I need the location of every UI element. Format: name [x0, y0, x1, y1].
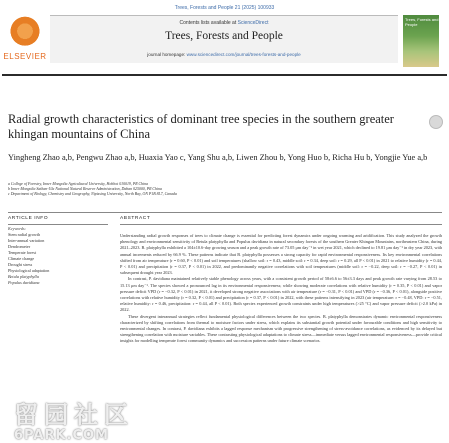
abstract-divider: [120, 224, 442, 225]
homepage-link[interactable]: www.sciencedirect.com/journal/trees-forests-and-people: [186, 52, 301, 57]
elsevier-tree-icon: [8, 15, 42, 51]
publisher-name: ELSEVIER: [3, 52, 47, 61]
elsevier-logo[interactable]: [2, 15, 48, 69]
affiliation-b: b Inner Mongolia Saihan-Ula National Natural Reserve Administration, Daban 025000, PR China: [8, 187, 162, 191]
keyword-item: Inter-annual variation: [8, 238, 45, 243]
homepage-prefix: journal homepage:: [147, 52, 187, 57]
cover-label: Trees, Forests and People: [405, 17, 439, 27]
sciencedirect-link[interactable]: ScienceDirect: [237, 20, 269, 26]
keyword-item: Drought stress: [8, 262, 33, 267]
site-watermark: [14, 395, 134, 443]
author-list: Yingheng Zhao a,b, Pengwu Zhao a,b, Huaxia Yao c, Yang Shu a,b, Liwen Zhou b, Yong Huo b, Richa Hu b, Yongjie Yue a,b: [8, 153, 428, 162]
header-divider: [2, 74, 447, 76]
affiliation-divider: [8, 212, 442, 213]
contents-prefix: Contents lists available at: [179, 20, 238, 26]
keyword-item: Populus davidiana: [8, 280, 40, 285]
abstract-body: [120, 233, 442, 345]
affiliation-c: c Department of Biology, Chemistry and Geography, Nipissing University, North Bay, ON P1B 8L7, Canada: [8, 192, 177, 196]
paper-title: Radial growth characteristics of dominant tree species in the southern greater khingan mountains of China: [8, 112, 394, 141]
keywords-label: Keywords:: [8, 226, 26, 231]
contents-line: [50, 20, 398, 26]
keywords-block: [8, 226, 108, 286]
watermark-line-2: 6PARK.COM: [14, 428, 109, 443]
keyword-item: Physiological adaptation: [8, 268, 50, 273]
journal-header: [50, 15, 398, 63]
journal-homepage: [50, 52, 398, 57]
keyword-item: Temperate forest: [8, 250, 37, 255]
journal-cover-thumbnail[interactable]: [403, 15, 439, 67]
crossmark-icon[interactable]: [429, 115, 443, 129]
article-info-heading: ARTICLE INFO: [8, 216, 49, 221]
running-head: Trees, Forests and People 21 (2025) 100933: [174, 5, 275, 11]
article-info-divider: [8, 224, 108, 225]
abstract-paragraph: These divergent interannual strategies reflect fundamental physiological differences between the two species. B. platyphylla demonstrates dynamic environmental responsiveness characterized by shifting correlations from thermal to moisture factors under stress, which explains its substantial growth potential under favourable conditions and high sensitivity to environmental changes. In contrast, P. davidiana exhibits a lagged response mechanism with progressive strengthening of stress-avoidance correlations, as evidenced by its delayed but strengthening correlation with moisture variables. These contrasting physiological adaptations to climate stress—immediate versus lagged environmental responsiveness—provide critical insights for modelling temperate forest community dynamics and succession patterns under future climate scenarios.: [120, 313, 442, 344]
watermark-line-1: 留园社区: [14, 401, 134, 429]
keyword-item: Stem radial growth: [8, 232, 41, 237]
affiliations: [8, 182, 438, 197]
keyword-item: Betula platyphylla: [8, 274, 39, 279]
keyword-item: Climate change: [8, 256, 35, 261]
journal-title: Trees, Forests and People: [165, 30, 283, 42]
abstract-paragraph: Understanding radial growth responses of trees to climate change is essential for predicting forest dynamics under ongoing warming and aridification. This study analyzed the growth phenology and environmental sensitivity of Betula platyphylla and Populus davidiana in natural secondary forests of the southern Greater Khingan Mountains, northeastern China, during 2021–2023. B. platyphylla exhibited a 104±10.6-day growing season and a peak growth rate of 73.05 μm day⁻¹ in wet year 2021, which declined to 19.81 μm day⁻¹ in dry year 2023, with annual increments reduced by 66.9 %. These patterns indicate that B. platyphylla possesses a strong capacity for rapid environmental responsiveness. Its key environmental correlations shifted from air temperature (r = 0.60, P < 0.01) and soil temperatures (shallow soil: r = 0.43, middle soil: r = 0.34, deep soil: r = 0.29, all P < 0.01) in 2021 to relative humidity (r = 0.44, P < 0.01) and precipitation (r = 0.37, P < 0.01) in 2022, and predominantly negative correlations with soil temperatures (middle soil: r = −0.22, deep soil: r = −0.27, P < 0.01) in subsequent drought year 2023.: [120, 233, 442, 276]
abstract-paragraph: In contrast, P. davidiana maintained relatively stable phenology across years, with a consistent growth period of 58±6.6 to 56±3.3 days and peak growth rate varying from 28.53 to 15.13 μm day⁻¹. The species showed a pronounced lag in its environmental responsiveness; while showing moderate correlations with relative humidity (r = 0.35, P < 0.01) and vapor pressure deficit VPD (r = −0.32, P < 0.01) in 2021, it developed strong negative associations with air temperature (r = −0.31, P < 0.01) and VPD (r = −0.36, P < 0.01), alongside positive correlations with relative humidity (r = 0.32, P < 0.01) and precipitation (r = 0.37, P < 0.01) in 2022, with these patterns intensifying in 2023 (air temperature: r = −0.48, VPD: r = −0.51, relative humidity: r = 0.46, precipitation: r = 0.44, all P < 0.01). Both species experienced growth constraints under high temperatures (>25 °C) and vapor pressure deficit (>2.0 kPa) in 2022.: [120, 276, 442, 313]
affiliation-a: a College of Forestry, Inner Mongolia Agricultural University, Hohhot 010019, PR China: [8, 182, 149, 186]
keyword-item: Dendrometer: [8, 244, 31, 249]
abstract-heading: ABSTRACT: [120, 216, 151, 221]
